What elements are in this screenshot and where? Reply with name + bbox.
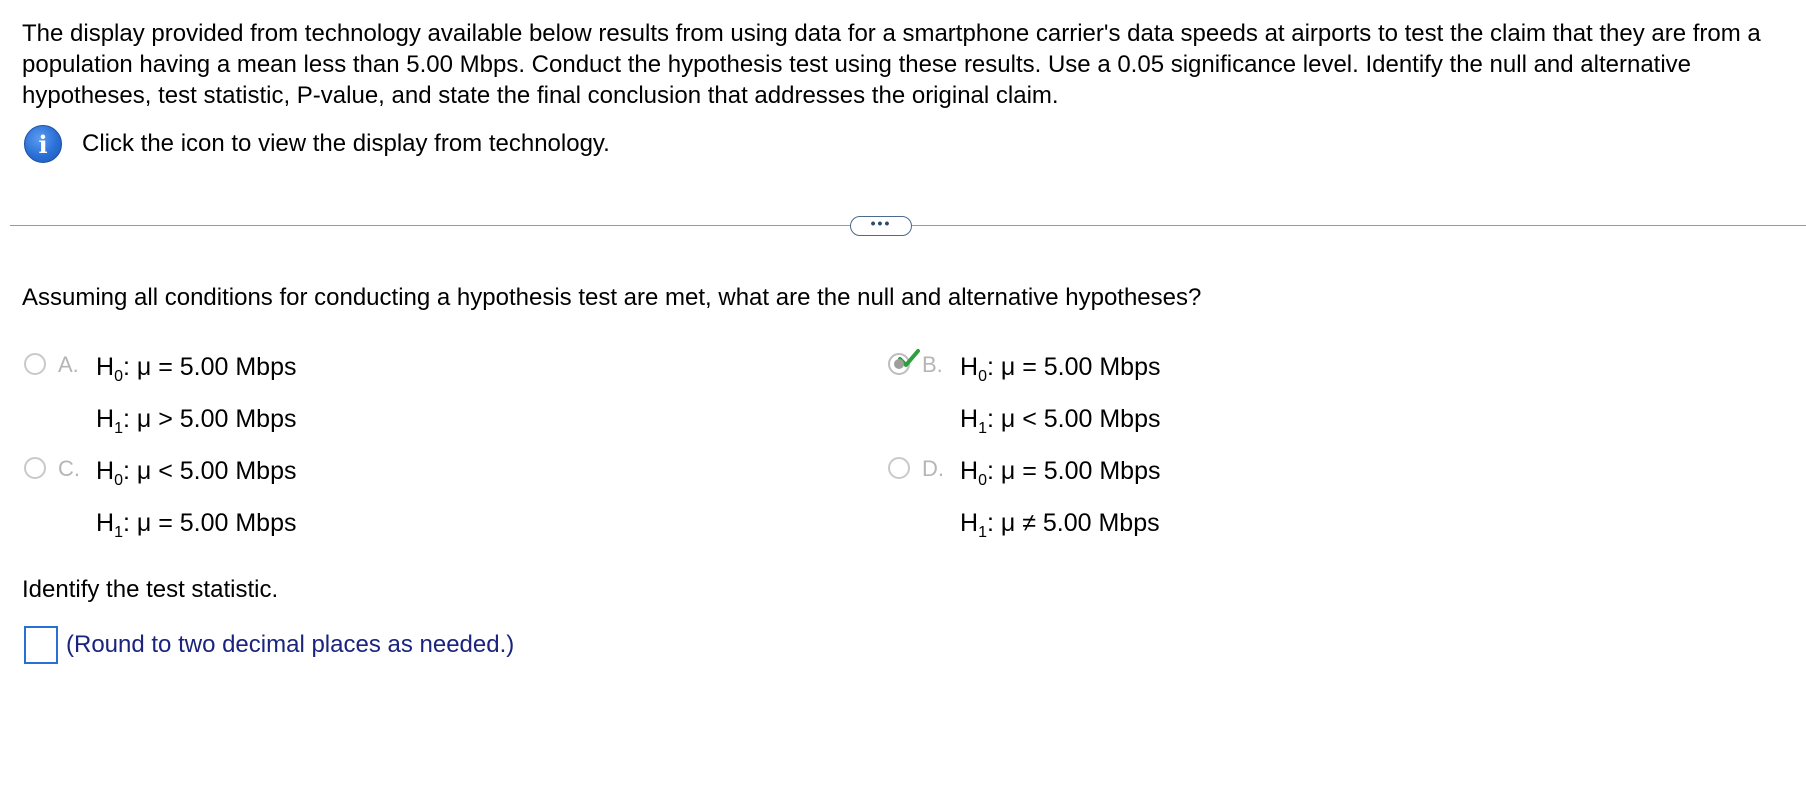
null-hypothesis: $H_0$: μ = 5.00 Mbps xyxy=(960,353,1161,385)
choice-letter: B. xyxy=(922,352,943,377)
radio-b[interactable] xyxy=(888,353,910,375)
rounding-hint: (Round to two decimal places as needed.) xyxy=(66,631,515,658)
expand-more-button[interactable]: ••• xyxy=(850,216,912,236)
info-row xyxy=(24,124,610,164)
choice-letter: A. xyxy=(58,352,79,377)
check-icon xyxy=(898,349,920,369)
alt-hypothesis: $H_1$: μ > 5.00 Mbps xyxy=(96,405,297,437)
choice-a[interactable] xyxy=(24,346,297,450)
hypotheses xyxy=(96,450,297,554)
problem-text: The display provided from technology available below results from using data for a smartphone carrier's data speeds at airports to test the claim that they are from a population having a mean less than 5.00 Mbps. Conduct the hypothesis test using these results. Use a 0.05 significance level. Identify the null and alternative hypotheses, test statistic, P-value, and state the final conclusion that addresses the original claim. xyxy=(22,20,1761,109)
info-icon[interactable]: i xyxy=(24,125,62,163)
alt-hypothesis: $H_1$: μ = 5.00 Mbps xyxy=(96,509,297,541)
null-hypothesis: $H_0$: μ = 5.00 Mbps xyxy=(960,457,1161,489)
null-hypothesis: $H_0$: μ = 5.00 Mbps xyxy=(96,353,297,385)
alt-hypothesis: $H_1$: μ ≠ 5.00 Mbps xyxy=(960,509,1160,541)
hypotheses xyxy=(960,346,1161,450)
radio-c[interactable] xyxy=(24,457,46,479)
null-hypothesis: $H_0$: μ < 5.00 Mbps xyxy=(96,457,297,489)
radio-a[interactable] xyxy=(24,353,46,375)
choice-letter: D. xyxy=(922,456,944,481)
choice-d[interactable] xyxy=(888,450,1161,554)
radio-d[interactable] xyxy=(888,457,910,479)
alt-hypothesis: $H_1$: μ < 5.00 Mbps xyxy=(960,405,1161,437)
choice-b[interactable] xyxy=(888,346,1161,450)
info-text: Click the icon to view the display from technology. xyxy=(82,130,610,157)
question-text: Assuming all conditions for conducting a hypothesis test are met, what are the null and alternative hypotheses? xyxy=(22,284,1202,311)
choice-c[interactable] xyxy=(24,450,297,554)
test-statistic-label: Identify the test statistic. xyxy=(22,576,279,603)
choice-letter: C. xyxy=(58,456,80,481)
hypotheses xyxy=(96,346,297,450)
test-statistic-input[interactable] xyxy=(24,626,58,664)
answer-row xyxy=(24,626,514,664)
hypotheses xyxy=(960,450,1161,554)
